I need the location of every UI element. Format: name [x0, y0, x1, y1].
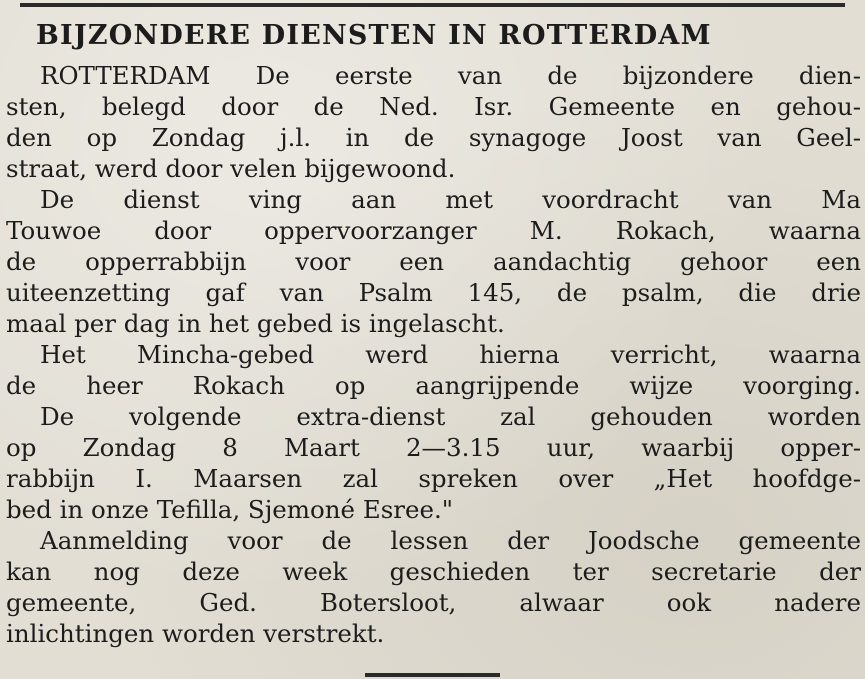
article-line: maal per dag in het gebed is ingelascht. [6, 309, 505, 338]
article-body [0, 60, 865, 649]
article-line: uiteenzetting gaf van Psalm 145, de psalm, die drie [6, 278, 861, 307]
article-line: gemeente, Ged. Botersloot, alwaar ook nadere [6, 588, 861, 617]
article-line: sten, belegd door de Ned. Isr. Gemeente en gehou- [6, 92, 861, 121]
article-line: den op Zondag j.l. in de synagoge Joost van Geel- [6, 123, 861, 152]
bottom-divider-rule [365, 673, 500, 677]
article-line: inlichtingen worden verstrekt. [6, 619, 385, 648]
article-line: Aanmelding voor de lessen der Joodsche gemeente [40, 526, 861, 555]
article-line: Het Mincha-gebed werd hierna verricht, waarna [40, 340, 861, 369]
article-line: Touwoe door oppervoorzanger M. Rokach, waarna [6, 216, 861, 245]
article-line: bed in onze Tefilla, Sjemoné Esree." [6, 495, 454, 524]
article-headline: BIJZONDERE DIENSTEN IN ROTTERDAM [36, 20, 712, 51]
article-line: De volgende extra-dienst zal gehouden worden [40, 402, 861, 431]
article-line: ROTTERDAM De eerste van de bijzondere dien- [40, 61, 861, 90]
article-line: op Zondag 8 Maart 2—3.15 uur, waarbij opper- [6, 433, 861, 462]
article-line: de heer Rokach op aangrijpende wijze voorging. [6, 371, 861, 400]
article-line: straat, werd door velen bijgewoond. [6, 154, 456, 183]
top-divider-rule [20, 3, 845, 7]
article-line: de opperrabbijn voor een aandachtig gehoor een [6, 247, 861, 276]
article-line: De dienst ving aan met voordracht van Ma [40, 185, 861, 214]
article-line: kan nog deze week geschieden ter secretarie der [6, 557, 861, 586]
article-line: rabbijn I. Maarsen zal spreken over „Het hoofdge- [6, 464, 861, 493]
